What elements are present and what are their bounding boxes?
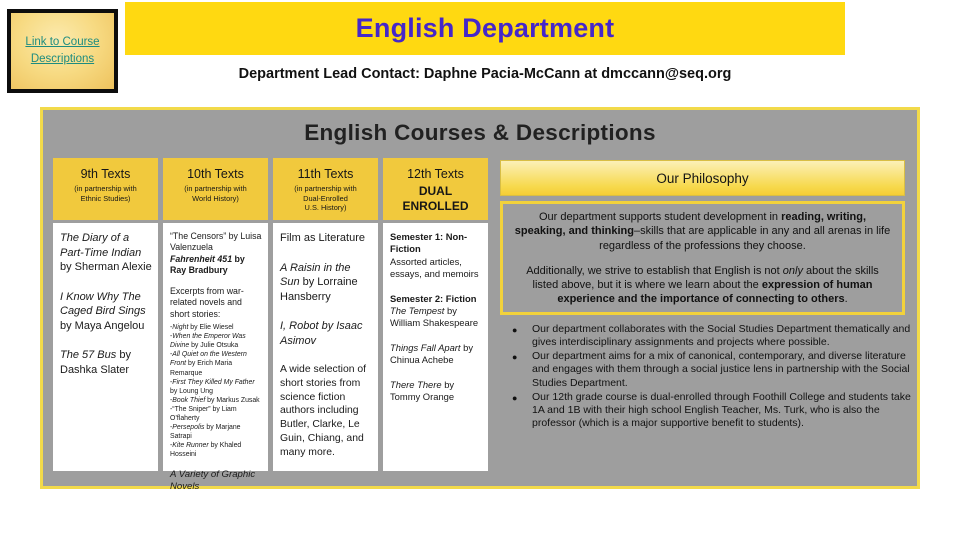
title-banner: [125, 2, 845, 55]
column-cell: [383, 223, 488, 471]
course-paragraph: There There by Tommy Orange: [390, 378, 455, 403]
course-paragraph: Semester 1: Non-Fiction: [390, 231, 468, 255]
philosophy-body: [500, 201, 905, 315]
courses-panel: [40, 107, 920, 493]
philosophy-title: Our Philosophy: [656, 170, 749, 186]
course-paragraph: Semester 2: Fiction: [390, 292, 477, 304]
course-paragraph: -All Quiet on the Western Front by Erich Maria Remarque: [170, 351, 247, 377]
course-paragraph: -Night by Elie Wiesel: [170, 323, 234, 331]
course-paragraph: Assorted articles, essays, and memoirs: [390, 255, 479, 280]
column-caption: (in partnership with: [294, 184, 357, 193]
course-paragraph: I, Robot by Isaac Asimov: [280, 320, 363, 347]
column-header: [273, 158, 378, 220]
course-columns: [53, 158, 488, 493]
bullet-item: [500, 323, 912, 349]
bullet-text: Our department collaborates with the Social Studies Department thematically and gives interdisciplinary assignments and projects where possible.: [532, 323, 911, 349]
course-paragraph: A Variety of Graphic Novels: [170, 468, 256, 493]
column-header: [53, 158, 158, 220]
column-caption: U.S. History): [304, 203, 347, 213]
bullet-item: [500, 350, 912, 389]
philosophy-paragraph: Additionally, we strive to establish that English is not only about the skills listed above, but it is where we learn about the expression of human experience and the importance of connecting to others.: [526, 264, 879, 306]
course-paragraph: -Kite Runner by Khaled Hosseini: [170, 442, 242, 459]
column-title: 9th Texts: [80, 167, 131, 181]
column-caption: Dual-Enrolled: [303, 193, 348, 203]
bullet-text: Our department aims for a mix of canonical, contemporary, and diverse literature and engages with them through a social justice lens in partnership with the Social Studies Department.: [532, 350, 910, 389]
contact-line: Department Lead Contact: Daphne Pacia-McCann at dmccann@seq.org: [238, 66, 732, 82]
column-header: [163, 158, 268, 220]
course-paragraph: “The Censors” by Luisa Valenzuela: [170, 231, 262, 253]
course-paragraph: The Diary of a Part-Time Indian by Sherman Alexie: [60, 232, 152, 274]
course-paragraph: A wide selection of short stories from science fiction authors including Butler, Clarke, Le Guin, Chiang, and many more.: [280, 364, 367, 458]
course-column: [273, 158, 378, 471]
course-paragraph: A Raisin in the Sun by Lorraine Hansberry: [280, 261, 358, 303]
bullet-text: Our 12th grade course is dual-enrolled through Foothill College and students take 1A and 1B with their high school English Teacher, Ms. Turk, who is also the professor (which is a major supportive benefit to students).: [532, 390, 911, 429]
bullet-icon: ●: [512, 325, 518, 335]
column-caption: World History): [192, 193, 239, 203]
page-title: English Department: [355, 13, 615, 43]
course-paragraph: -First They Killed My Father by Loung Ung: [170, 378, 255, 395]
course-paragraph: Things Fall Apart by Chinua Achebe: [390, 341, 474, 366]
philosophy-paragraph: Our department supports student development in reading, writing, speaking, and thinking–skills that are applicable in any and all arenas in life regardless of the professions they choose.: [514, 211, 891, 252]
course-paragraph: -Book Thief by Markus Zusak: [170, 396, 260, 404]
course-descriptions-link[interactable]: Link to Course Descriptions: [25, 36, 100, 65]
column-cell: [163, 223, 268, 493]
course-paragraph: -“The Sniper” by Liam O’flaherty: [170, 405, 237, 423]
column-caption: (in partnership with: [184, 184, 247, 193]
column-header: [383, 158, 488, 220]
philosophy-paragraphs: [513, 210, 892, 307]
course-paragraph: The Tempest by William Shakespeare: [390, 305, 479, 329]
philosophy-bullets: [500, 323, 912, 431]
course-paragraph: I Know Why The Caged Bird Sings by Maya Angelou: [60, 290, 146, 332]
panel-title: English Courses & Descriptions: [304, 120, 656, 145]
course-descriptions-link-box: [7, 9, 118, 93]
bullet-icon: ●: [512, 392, 518, 403]
course-paragraph: The 57 Bus by Dashka Slater: [60, 349, 131, 376]
course-paragraph: -When the Emperor Was Divine by Julie Otsuka: [170, 333, 246, 350]
philosophy-header: [500, 160, 905, 196]
column-title: 12th Texts: [407, 167, 464, 181]
column-title: 10th Texts: [187, 167, 244, 181]
column-cell: [53, 223, 158, 471]
bullet-item: [500, 391, 912, 430]
bullet-icon: ●: [512, 352, 518, 363]
course-paragraph: Film as Literature: [280, 232, 365, 244]
column-emphasis: DUAL: [418, 184, 453, 198]
column-title: 11th Texts: [297, 167, 354, 181]
course-column: [163, 158, 268, 493]
course-column: [53, 158, 158, 471]
column-caption: Ethnic Studies): [80, 193, 131, 203]
course-column: [383, 158, 488, 471]
course-paragraph: -Persepolis by Marjane Satrapi: [170, 424, 241, 441]
column-emphasis: ENROLLED: [402, 199, 469, 214]
column-caption: (in partnership with: [74, 184, 137, 193]
course-paragraph: Fahrenheit 451 by Ray Bradbury: [170, 253, 245, 276]
course-paragraph: Excerpts from war-related novels and short stories:: [170, 285, 244, 319]
column-cell: [273, 223, 378, 471]
